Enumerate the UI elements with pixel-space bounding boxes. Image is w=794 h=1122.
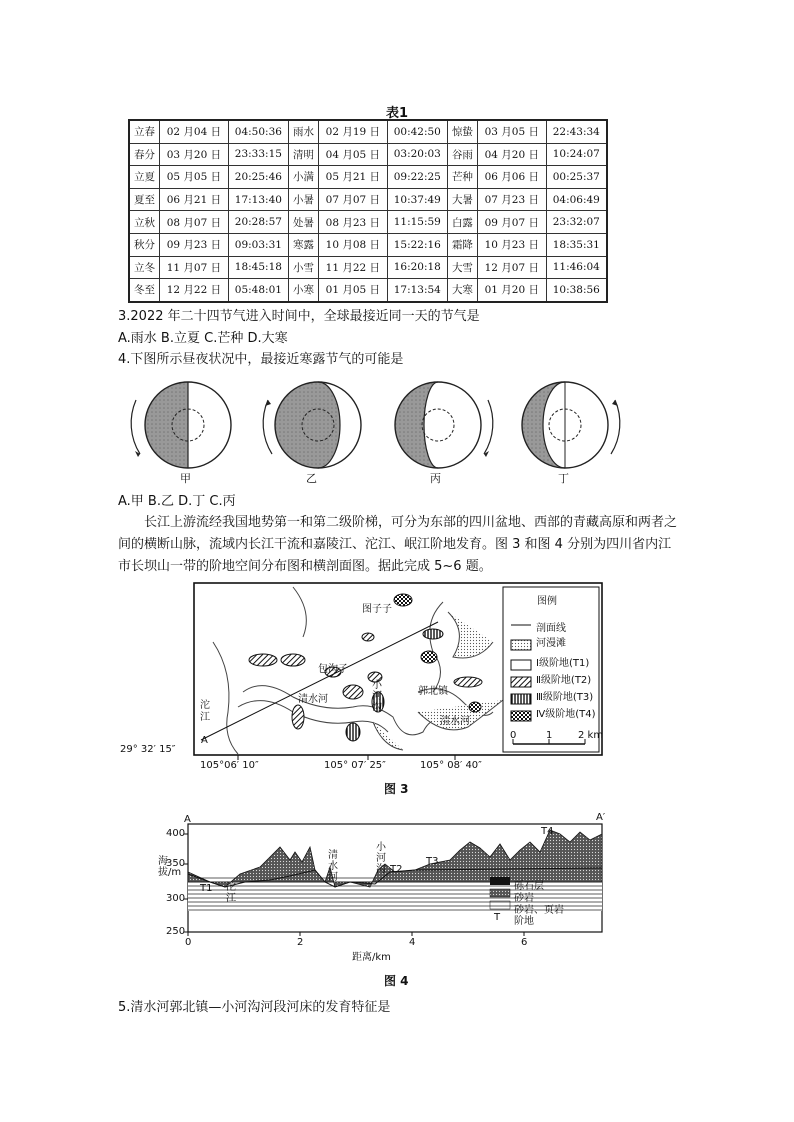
solar-term-name: 大寒 (447, 279, 477, 302)
solar-term-name: 小寒 (289, 279, 319, 302)
figure-3-caption: 图 3 (384, 782, 409, 796)
solar-term-date: 09 月07 日 (477, 211, 546, 234)
solar-term-name: 芒种 (447, 166, 477, 189)
question-5-stem: 5.清水河郭北镇—小河沟河段河床的发育特征是 (118, 1000, 391, 1015)
solar-term-name: 处暑 (289, 211, 319, 234)
globe-label-yi: 乙 (306, 472, 317, 485)
solar-term-name: 惊蛰 (447, 120, 477, 143)
legend-sandstone-shale: 砂岩、页岩 (514, 905, 564, 916)
x-axis-title: 距离/km (352, 952, 391, 963)
table-row (129, 233, 607, 256)
question-3-stem: 3.2022 年二十四节气进入时间中，全球最接近同一天的节气是 (118, 309, 480, 324)
day-night-globes (118, 370, 678, 490)
solar-term-time: 17:13:54 (387, 279, 447, 302)
solar-term-name: 大暑 (447, 188, 477, 211)
solar-term-name: 立秋 (129, 211, 160, 234)
solar-term-date: 09 月23 日 (160, 233, 229, 256)
solar-term-time: 00:25:37 (546, 166, 607, 189)
question-3-options: A.雨水 B.立夏 C.芒种 D.大寒 (118, 331, 288, 346)
solar-term-date: 12 月22 日 (160, 279, 229, 302)
solar-term-time: 09:22:25 (387, 166, 447, 189)
legend-terrace: 阶地 (514, 916, 534, 927)
x-tick-2: 2 (297, 937, 304, 948)
label-t2: T2 (390, 864, 403, 875)
solar-term-date: 06 月06 日 (477, 166, 546, 189)
solar-term-name: 春分 (129, 143, 160, 166)
solar-term-time: 15:22:16 (387, 233, 447, 256)
x-tick-6: 6 (521, 937, 528, 948)
y-tick-400: 400 (166, 828, 186, 839)
solar-term-name: 立春 (129, 120, 160, 143)
solar-term-name: 冬至 (129, 279, 160, 302)
solar-term-date: 10 月08 日 (319, 233, 388, 256)
solar-term-name: 白露 (447, 211, 477, 234)
question-4-options: A.甲 B.乙 D.丁 C.丙 (118, 494, 236, 509)
solar-term-name: 寒露 (289, 233, 319, 256)
question-4-stem: 4.下图所示昼夜状况中，最接近寒露节气的可能是 (118, 352, 404, 367)
globe-label-bing: 丙 (430, 472, 441, 485)
solar-term-time: 20:25:46 (228, 166, 288, 189)
y-tick-350: 350 (166, 858, 186, 869)
solar-term-time: 03:20:03 (387, 143, 447, 166)
solar-term-name: 大雪 (447, 256, 477, 279)
solar-term-time: 09:03:31 (228, 233, 288, 256)
label-tuojiang: 沱江 (226, 882, 236, 904)
solar-term-time: 10:24:07 (546, 143, 607, 166)
globe-label-jia: 甲 (180, 472, 191, 485)
solar-term-date: 08 月07 日 (160, 211, 229, 234)
solar-term-date: 01 月05 日 (319, 279, 388, 302)
solar-term-date: 04 月20 日 (477, 143, 546, 166)
legend-t1: Ⅰ级阶地(T1) (536, 658, 590, 669)
table-row (129, 279, 607, 302)
label-t4: T4 (541, 826, 554, 837)
solar-term-time: 20:28:57 (228, 211, 288, 234)
legend-gravel: 砾石层 (514, 881, 544, 892)
section-a-label: A (201, 735, 208, 746)
solar-term-name: 秋分 (129, 233, 160, 256)
solar-term-date: 02 月19 日 (319, 120, 388, 143)
solar-term-name: 清明 (289, 143, 319, 166)
x-tick-0: 0 (185, 937, 192, 948)
solar-term-time: 04:50:36 (228, 120, 288, 143)
solar-term-name: 立冬 (129, 256, 160, 279)
place-baogou: 包沟子 (318, 664, 348, 675)
solar-term-time: 11:46:04 (546, 256, 607, 279)
globe-label-ding: 丁 (558, 472, 569, 485)
solar-term-name: 小满 (289, 166, 319, 189)
legend-title: 图例 (537, 596, 557, 607)
y-tick-250: 250 (166, 926, 186, 937)
solar-term-date: 07 月07 日 (319, 188, 388, 211)
globe-yi (263, 382, 361, 468)
legend-t3: Ⅲ级阶地(T3) (536, 692, 594, 703)
solar-term-date: 06 月21 日 (160, 188, 229, 211)
label-xiaohe: 小河沟 (376, 842, 386, 875)
scale-2: 2 km (578, 730, 604, 741)
section-a: A (184, 814, 191, 825)
passage (118, 512, 678, 578)
y-tick-300: 300 (166, 893, 186, 904)
scale-0: 0 (510, 730, 517, 741)
longitude-3: 105° 08′ 40″ (420, 760, 482, 771)
solar-term-date: 05 月05 日 (160, 166, 229, 189)
solar-term-date: 05 月21 日 (319, 166, 388, 189)
table-row (129, 166, 607, 189)
solar-term-name: 小雪 (289, 256, 319, 279)
section-a-prime: A′ (596, 812, 606, 823)
figure-4-caption: 图 4 (384, 974, 409, 988)
place-xiaohe: 小河沟 (372, 680, 382, 713)
label-qingshui: 清水河 (328, 850, 338, 883)
solar-term-time: 10:38:56 (546, 279, 607, 302)
solar-term-time: 22:43:34 (546, 120, 607, 143)
legend-section-line: 剖面线 (536, 623, 566, 634)
solar-term-time: 17:13:40 (228, 188, 288, 211)
legend-sandstone: 砂岩 (514, 893, 534, 904)
solar-term-date: 03 月05 日 (477, 120, 546, 143)
solar-term-time: 18:45:18 (228, 256, 288, 279)
solar-term-time: 16:20:18 (387, 256, 447, 279)
table-row (129, 256, 607, 279)
solar-term-date: 04 月05 日 (319, 143, 388, 166)
solar-term-name: 立夏 (129, 166, 160, 189)
longitude-2: 105° 07′ 25″ (324, 760, 386, 771)
solar-term-date: 11 月07 日 (160, 256, 229, 279)
passage-text: 长江上游流经我国地势第一和第二级阶梯，可分为东部的四川盆地、西部的青藏高原和两者之间的横断山脉，流域内长江干流和嘉陵江、沱江、岷江阶地发育。图 3 和图 4 分别为四川省内江市长坝山一带的阶地空间分布图和横剖面图。据此完成 5~6 题。 (118, 515, 678, 574)
solar-term-time: 23:32:07 (546, 211, 607, 234)
legend-floodplain: 河漫滩 (536, 638, 566, 649)
solar-term-date: 12 月07 日 (477, 256, 546, 279)
globe-ding (522, 382, 620, 468)
x-tick-4: 4 (409, 937, 416, 948)
place-qingshui-2: 清水河 (440, 716, 470, 727)
legend-t: T (494, 912, 501, 923)
solar-term-time: 23:33:15 (228, 143, 288, 166)
solar-term-name: 夏至 (129, 188, 160, 211)
scale-1: 1 (546, 730, 553, 741)
longitude-1: 105°06′ 10″ (200, 760, 259, 771)
solar-term-time: 00:42:50 (387, 120, 447, 143)
latitude-label: 29° 32′ 15″ (120, 744, 176, 755)
solar-term-date: 01 月20 日 (477, 279, 546, 302)
place-tuojiang: 沱江 (200, 700, 210, 723)
label-t3: T3 (426, 856, 439, 867)
legend-t4: Ⅳ级阶地(T4) (536, 709, 596, 720)
solar-term-name: 霜降 (447, 233, 477, 256)
solar-term-date: 10 月23 日 (477, 233, 546, 256)
globe-jia (131, 382, 231, 468)
solar-term-time: 05:48:01 (228, 279, 288, 302)
solar-term-date: 07 月23 日 (477, 188, 546, 211)
solar-term-time: 04:06:49 (546, 188, 607, 211)
solar-term-date: 02 月04 日 (160, 120, 229, 143)
y-axis-title: 海拔/m (158, 856, 182, 878)
solar-term-date: 11 月22 日 (319, 256, 388, 279)
legend-t2: Ⅱ级阶地(T2) (536, 675, 592, 686)
solar-term-date: 08 月23 日 (319, 211, 388, 234)
solar-term-table (128, 119, 608, 303)
label-t1: T1 (200, 883, 213, 894)
table-row (129, 143, 607, 166)
solar-term-date: 03 月20 日 (160, 143, 229, 166)
solar-term-time: 11:15:59 (387, 211, 447, 234)
solar-term-name: 小暑 (289, 188, 319, 211)
solar-term-name: 雨水 (289, 120, 319, 143)
solar-term-time: 10:37:49 (387, 188, 447, 211)
table-row (129, 188, 607, 211)
place-guobei: 郭北镇 (418, 686, 448, 697)
table-row (129, 211, 607, 234)
globe-bing (395, 382, 493, 468)
table-row (129, 120, 607, 143)
table-title: 表1 (385, 106, 409, 121)
place-qingshui-1: 清水河 (298, 694, 328, 705)
solar-term-time: 18:35:31 (546, 233, 607, 256)
place-tuzi: 图子子 (362, 604, 392, 615)
solar-term-name: 谷雨 (447, 143, 477, 166)
